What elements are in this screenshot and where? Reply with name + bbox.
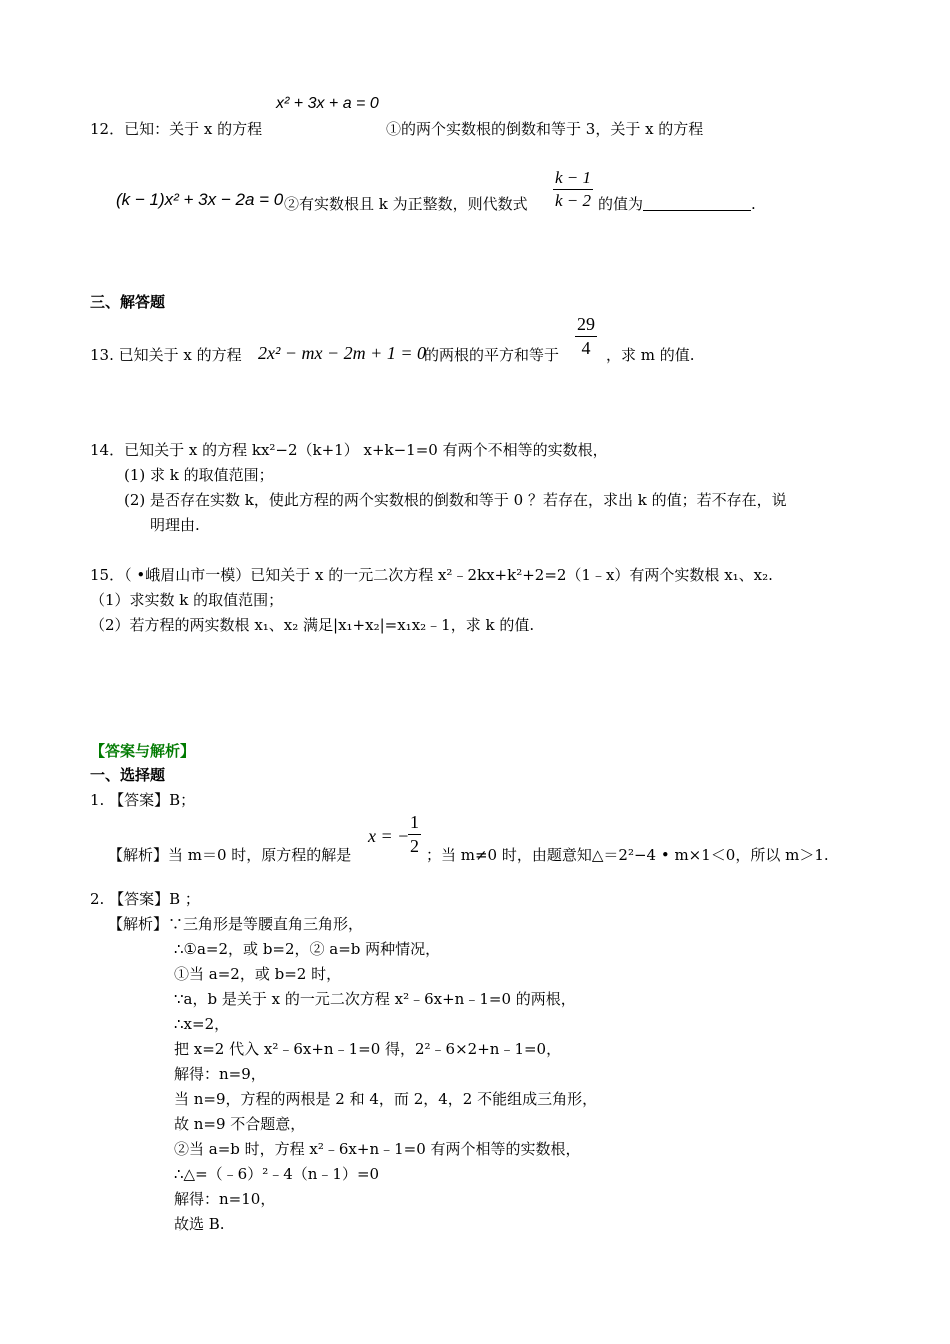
answer-2-line-8: 故 n=9 不合题意， [174, 1115, 306, 1133]
q13-prefix: 13. 已知关于 x 的方程 [90, 346, 242, 364]
q13-fraction-numerator: 29 [575, 314, 597, 337]
q12-prefix: 12．已知：关于 x 的方程 [90, 120, 263, 138]
q14-sub-2: (2) 是否存在实数 k，使此方程的两个实数根的倒数和等于 0 ？若存在，求出 k 的值；若不存在，说 [124, 491, 787, 509]
answer-2-line-1: ∴①a=2，或 b=2，② a=b 两种情况， [174, 940, 441, 958]
answer-1-explanation-prefix: 【解析】当 m＝0 时，原方程的解是 [108, 846, 352, 864]
answer-2-line-3: ∵a，b 是关于 x 的一元二次方程 x²﹣6x+n﹣1=0 的两根， [174, 990, 576, 1008]
answer-2-line-4: ∴x=2， [174, 1015, 230, 1033]
answer-1-fraction-numerator: 1 [408, 812, 421, 835]
answer-1-x-equals: x = − [368, 826, 410, 846]
answer-1-explanation-suffix: ；当 m≠0 时，由题意知△＝2²−4 • m×1＜0，所以 m＞1. [426, 846, 829, 864]
q14-line-1: 14．已知关于 x 的方程 kx²−2（k+1） x+k−1=0 有两个不相等的实数根， [90, 441, 608, 459]
q12-fraction-numerator: k − 1 [553, 168, 593, 190]
q13-middle-text: 的两根的平方和等于 [424, 346, 560, 364]
q12-text-2: ②有实数根且 k 为正整数，则代数式 [284, 195, 528, 213]
answer-2-line-12: 故选 B. [174, 1215, 225, 1233]
answer-1-fraction [408, 812, 421, 857]
answer-1-fraction-denominator: 2 [410, 836, 419, 856]
answer-2-line-0: 【解析】∵三角形是等腰直角三角形， [108, 915, 364, 933]
answer-2-line-11: 解得：n=10， [174, 1190, 276, 1208]
answer-2-line-9: ②当 a=b 时，方程 x²﹣6x+n﹣1=0 有两个相等的实数根， [174, 1140, 581, 1158]
answer-1: 1. 【答案】B； [90, 791, 196, 809]
answer-2-line-10: ∴△=（﹣6）²﹣4（n﹣1）=0 [174, 1165, 380, 1183]
q14-sub-1: (1) 求 k 的取值范围； [124, 466, 274, 484]
q13-fraction-denominator: 4 [581, 338, 591, 358]
answer-2-line-5: 把 x=2 代入 x²﹣6x+n﹣1=0 得，2²﹣6×2+n﹣1=0， [174, 1040, 562, 1058]
q15-sub-1: （1）求实数 k 的取值范围； [90, 591, 284, 609]
q12-answer-blank[interactable] [643, 196, 751, 211]
q13-suffix: ，求 m 的值. [606, 346, 695, 364]
q13-equation: 2x² − mx − 2m + 1 = 0 [258, 343, 426, 363]
q12-fraction [553, 168, 593, 211]
q12-fraction-denominator: k − 2 [555, 191, 592, 210]
section-3-title: 三、解答题 [90, 293, 166, 311]
q12-equation-1: x² + 3x + a = 0 [276, 95, 379, 112]
q12-middle-text: ①的两个实数根的倒数和等于 3，关于 x 的方程 [386, 120, 704, 138]
answers-title: 【答案与解析】 [90, 742, 196, 760]
q15-sub-2: （2）若方程的两实数根 x₁、x₂ 满足|x₁+x₂|=x₁x₂﹣1，求 k 的值. [90, 616, 535, 634]
q14-sub-2-cont: 明理由. [150, 516, 200, 534]
answer-2-line-7: 当 n=9，方程的两根是 2 和 4，而 2，4，2 不能组成三角形， [174, 1090, 598, 1108]
answer-2: 2. 【答案】B ； [90, 890, 200, 908]
q13-fraction [575, 314, 597, 359]
answer-2-line-6: 解得：n=9， [174, 1065, 266, 1083]
q12-suffix-text: 的值为 [598, 195, 644, 213]
q12-end: . [751, 195, 756, 213]
q15-line-1: 15．（ •峨眉山市一模）已知关于 x 的一元二次方程 x²﹣2kx+k²+2=2（1﹣x）有两个实数根 x₁、x₂. [90, 566, 773, 584]
q12-suffix [598, 195, 756, 213]
answers-section-1: 一、选择题 [90, 766, 166, 784]
answer-2-line-2: ①当 a=2，或 b=2 时， [174, 965, 342, 983]
q12-equation-2: (k − 1)x² + 3x − 2a = 0 [116, 190, 284, 209]
